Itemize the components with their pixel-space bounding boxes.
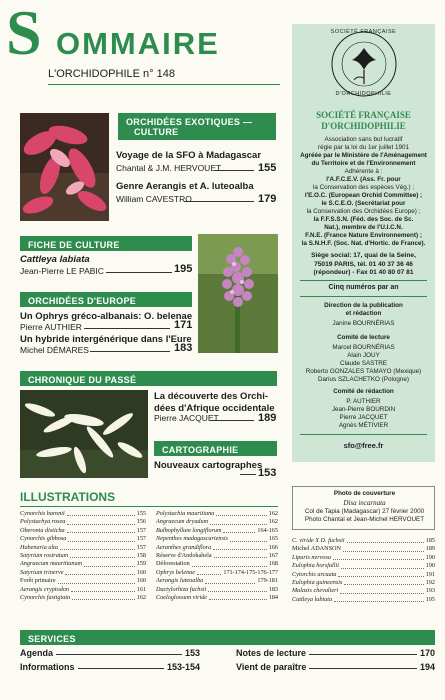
illustration-entry (156, 544, 278, 552)
article-title-line-2: dées d'Afrique occidentale (154, 403, 275, 414)
illustrations-column-1 (20, 510, 146, 602)
leader-dots (341, 562, 424, 568)
illustration-page: 165 (268, 535, 278, 543)
illustration-page: 190 (425, 562, 435, 570)
illustration-page: 195 (425, 595, 435, 603)
purple-orchid-photo (198, 234, 278, 353)
leader-dots (333, 554, 424, 560)
address-line: Siège social: 17, quai de la Seine, (311, 252, 416, 259)
leader-dots (58, 577, 135, 583)
article-title[interactable]: Genre Aerangis et A. luteoalba (116, 181, 254, 192)
leader-dots (72, 594, 135, 600)
illustration-name: Michel ADANSON (292, 545, 341, 553)
illustration-page: 157 (136, 526, 146, 534)
illustration-entry (156, 577, 278, 585)
society-panel (292, 24, 435, 462)
society-line: Adhérente à : (344, 168, 383, 175)
leader-dots (209, 594, 267, 600)
illustration-page: 157 (136, 535, 146, 543)
leader-dots (65, 569, 134, 575)
illustration-page: 168 (268, 560, 278, 568)
leader-dots (70, 552, 135, 558)
services-item[interactable]: Informations 153-154 (20, 662, 200, 672)
society-line: la F.F.S.S.N. (Féd. des Soc. de Sc. (313, 216, 414, 223)
illustration-page: 159 (136, 560, 146, 568)
committee-member: Darius SZLACHETKO (Pologne) (318, 376, 409, 383)
illustration-name: Aerangis cryptodon (20, 585, 69, 593)
orchid-seal-icon (330, 30, 398, 98)
direction-name: Janine BOURNÉRIAS (332, 320, 395, 327)
society-line: la Conservation des Orchidées Europe) ; (306, 208, 421, 215)
seal-top-text: SOCIÉTÉ FRANÇAISE (330, 29, 397, 35)
illustration-page: 171-174-175-176-177 (223, 568, 278, 576)
illustration-name: Aeranthes grandiflora (156, 543, 212, 551)
illustration-page: 155 (136, 510, 146, 517)
leader-line (106, 272, 172, 273)
leader-dots (60, 544, 135, 550)
title-initial: S (6, 0, 42, 68)
article-page: 195 (174, 263, 193, 275)
illustration-page: 162 (268, 510, 278, 517)
illustration-entry (20, 527, 146, 535)
cover-title: Photo de couverture (333, 490, 396, 497)
leader-dots (340, 587, 423, 593)
leader-dots (84, 560, 135, 566)
leader-dots (68, 535, 134, 541)
illustration-name: Oberonia disticha (20, 526, 65, 534)
society-line: l'E.O.C. (European Orchid Committee) ; (304, 192, 423, 199)
services-item[interactable]: Agenda 153 (20, 648, 200, 658)
section-carto-label: CARTOGRAPHIE (162, 445, 239, 455)
cover-species: Disa incarnata (343, 499, 386, 507)
section-exotic-label: ORCHIDÉES EXOTIQUES — (126, 117, 253, 127)
illustration-entry (156, 510, 278, 518)
illustration-page: 167 (268, 552, 278, 560)
illustration-page: 161 (136, 585, 146, 593)
illustration-name: Polystachya rosea (20, 518, 66, 526)
leader-dots (216, 510, 266, 516)
committee-member: Jean-Pierre BOURDIN (331, 406, 396, 413)
illustration-entry (292, 545, 435, 553)
illustration-page: 162 (268, 518, 278, 526)
article-title[interactable]: Un Ophrys gréco-albanais: O. belenae (20, 311, 193, 322)
society-line: Nat.), membre de l'U.I.C.N. (324, 224, 403, 231)
society-line: F.N.E. (France Nature Environnement) ; (305, 232, 422, 239)
email-link[interactable]: sfo@free.fr (343, 441, 384, 450)
illustration-entry (156, 535, 278, 543)
committee-member: P. AUTHIER (346, 398, 381, 405)
illustration-name: Liparis nervosa (292, 553, 332, 561)
illustration-page: 166 (268, 543, 278, 551)
article-page: 171 (174, 319, 193, 331)
illustration-name: Cytorchis arcuata (292, 570, 337, 578)
leader-dots (192, 560, 267, 566)
leader-line (214, 170, 254, 171)
direction-title: Direction de la publication et rédaction (324, 302, 403, 317)
lecture-title: Comité de lecture (337, 334, 390, 341)
society-line: régie par la loi du 1er juillet 1901 (317, 144, 409, 151)
illustration-entry (292, 596, 435, 604)
leader-dots (67, 527, 135, 533)
illustration-name: Malaxis chevalieri (292, 587, 339, 595)
committee-member: Claude SASTRE (340, 360, 387, 367)
illustration-name: Satyrium trinerve (20, 568, 64, 576)
illustration-page: 179-181 (257, 577, 278, 585)
section-europe-label: ORCHIDÉES D'EUROPE (28, 296, 137, 306)
article-title[interactable]: Nouveaux cartographes (154, 460, 263, 471)
article-author: William CAVESTRO (116, 194, 192, 204)
leader-dots (197, 569, 221, 575)
leader-dots (67, 510, 135, 516)
society-line: du Territoire et de l'Environnement (311, 160, 416, 167)
cover-photographers: Photo Chantal et Jean-Michel HERVOUET (304, 516, 425, 523)
leader-line (240, 474, 256, 475)
cover-credit-box (292, 486, 435, 530)
illustration-entry (20, 569, 146, 577)
article-author: Chantal & J.M. HERVOUET (116, 163, 222, 173)
illustrations-rule (20, 506, 278, 507)
article-title[interactable]: Un hybride intergénérique dans l'Eure (20, 334, 192, 345)
society-line: le S.C.E.O. (Secrétariat pour (321, 200, 406, 207)
illustration-name: Bulbophyllum longiflorum (156, 526, 222, 534)
illustration-page: 162 (136, 594, 146, 602)
leader-dots (210, 518, 267, 524)
section-europe-header (20, 292, 192, 307)
article-author: Jean-Pierre LE PABIC (20, 266, 104, 276)
section-past-label: CHRONIQUE DU PASSÉ (28, 375, 137, 385)
committee-member: Alain JOUY (347, 352, 380, 359)
subtitle-rule (48, 84, 280, 85)
illustration-entry (292, 571, 435, 579)
society-line: la Conservation des espèces Vég.) ; (312, 184, 415, 191)
illustrations-heading: ILLUSTRATIONS (20, 490, 116, 504)
illustration-name: Angraecum mauritianum (20, 560, 83, 568)
illustration-entry (20, 586, 146, 594)
illustration-page: 158 (136, 552, 146, 560)
address-line: (répondeur) - Fax 01 40 80 07 81 (313, 269, 414, 277)
illustration-name: Cynorchis fastigiata (20, 594, 71, 602)
leader-dots (214, 552, 267, 558)
article-page: 153 (258, 467, 277, 479)
illustration-name: Angraecum dryadum (156, 518, 209, 526)
illustration-name: Nepenthes madagascariensis (156, 535, 229, 543)
illustration-name: C. viride X D. fuchsii (292, 537, 345, 544)
illustration-page: 192 (425, 579, 435, 587)
illustration-page: 157 (136, 543, 146, 551)
section-services-label: SERVICES (28, 634, 76, 644)
section-exotic-header (118, 113, 276, 140)
illustration-page: 160 (136, 577, 146, 585)
society-line: la S.N.H.F. (Soc. Nat. d'Hortic. de France). (301, 240, 426, 247)
illustration-name: Déforestation (156, 560, 190, 568)
illustration-name: Coeloglossum viride (156, 594, 208, 602)
illustration-entry (20, 518, 146, 526)
leader-dots (347, 537, 424, 543)
illustration-entry (156, 586, 278, 594)
illustration-entry (156, 552, 278, 560)
article-author: Pierre AUTHIER (20, 322, 82, 332)
article-page: 183 (174, 342, 193, 354)
address-line: 75019 PARIS, tél. 01 40 37 36 46 (314, 260, 413, 268)
illustration-page: 189 (425, 545, 435, 553)
article-author: Pierre JACQUET (154, 413, 219, 423)
illustration-name: Forêt primaire (20, 577, 56, 585)
red-orchid-photo (20, 113, 109, 221)
illustration-name: Aerangis luteoalba (156, 577, 204, 585)
illustration-name: Cynorchis gibbosa (20, 535, 67, 543)
illustration-entry (292, 587, 435, 595)
services-item[interactable]: Notes de lecture 170 (236, 648, 435, 658)
illustration-page: 183 (268, 585, 278, 593)
article-title[interactable]: Voyage de la SFO à Madagascar (116, 150, 262, 161)
society-line: l'A.F.C.E.V. (Ass. Fr. pour (326, 176, 401, 183)
cover-location: Col de Tapia (Madagascar) 27 février 2000 (304, 508, 425, 515)
article-page: 189 (258, 412, 277, 424)
illustration-name: Satyrium rostratum (20, 552, 69, 560)
illustration-entry (292, 579, 435, 587)
committee-member: Roberto GONZALES TAMAYO (Mexique) (305, 368, 422, 375)
illustration-entry (292, 562, 435, 570)
article-page: 155 (258, 162, 277, 174)
committee-member: Agnès MÉTIVIER (338, 422, 389, 429)
illustration-name: Eulophia guineensis (292, 579, 343, 587)
illustrations-column-2 (156, 510, 278, 602)
illustrations-column-3 (292, 537, 435, 604)
leader-dots (230, 535, 267, 541)
illustration-entry (20, 577, 146, 585)
society-name: SOCIÉTÉ FRANÇAISE D'ORCHIDOPHILIE (316, 110, 411, 131)
article-title[interactable]: Cattleya labiata (20, 254, 90, 265)
society-description (292, 136, 435, 248)
section-services-header (20, 630, 435, 645)
illustration-page: 184 (268, 594, 278, 602)
illustration-entry (20, 510, 146, 518)
committee-member: Marcel BOURNÉRIAS (332, 344, 395, 351)
illustration-name: Eulophia horsfallii (292, 562, 339, 570)
article-page: 179 (258, 193, 277, 205)
illustration-page: 190 (425, 553, 435, 561)
illustration-page: 156 (136, 518, 146, 526)
illustration-entry (156, 560, 278, 568)
panel-divider (300, 434, 427, 435)
illustration-entry (20, 535, 146, 543)
lecture-committee (292, 344, 435, 384)
illustration-name: Polystachia mauritiana (156, 510, 215, 517)
illustration-entry (20, 594, 146, 602)
services-item[interactable]: Vient de paraître 194 (236, 662, 435, 672)
leader-dots (208, 586, 266, 592)
society-line: Association sans but lucratif (324, 136, 403, 143)
section-carto-header (154, 441, 277, 456)
committee-member: Pierre JACQUET (339, 414, 388, 421)
illustration-page: 164-165 (257, 526, 278, 534)
illustration-entry (292, 537, 435, 545)
illustration-entry (20, 552, 146, 560)
leader-dots (343, 545, 424, 551)
illustration-page: 193 (425, 587, 435, 595)
illustration-name: Cynorchis baronii (20, 510, 65, 517)
illustration-entry (156, 527, 278, 535)
panel-divider (300, 296, 427, 297)
illustration-name: Cattleya labiata (292, 595, 333, 603)
illustration-entry (292, 554, 435, 562)
illustration-page: 160 (136, 568, 146, 576)
issue-subtitle: L'ORCHIDOPHILE n° 148 (48, 68, 175, 80)
leader-dots (338, 571, 423, 577)
issues-per-year: Cinq numéros par an (328, 284, 399, 291)
illustration-entry (156, 518, 278, 526)
section-culture-header (20, 236, 192, 251)
leader-line (84, 328, 170, 329)
section-culture-label: FICHE DE CULTURE (28, 240, 120, 250)
section-exotic-label-2: CULTURE (134, 127, 179, 137)
leader-line (184, 201, 254, 202)
illustration-page: 185 (425, 537, 435, 544)
leader-dots (334, 596, 424, 602)
illustration-entry (20, 560, 146, 568)
illustration-name: Dactylorhiza fuchsii (156, 585, 207, 593)
seal-bottom-text: D'ORCHIDOPHILIE (335, 91, 392, 97)
leader-line (90, 351, 170, 352)
leader-dots (223, 527, 255, 533)
article-author: Michel DÉMARES (20, 345, 89, 355)
illustration-name: Ophrys belenae (156, 568, 196, 576)
illustration-entry (20, 544, 146, 552)
society-line: Agréée par le Ministère de l'Aménagement (300, 152, 427, 159)
leader-dots (205, 577, 255, 583)
article-title[interactable]: La découverte des Orchi- (154, 391, 269, 402)
panel-divider (300, 280, 427, 281)
illustration-entry (156, 594, 278, 602)
white-orchid-photo (20, 390, 148, 478)
redaction-committee (292, 398, 435, 430)
leader-dots (67, 518, 134, 524)
leader-dots (213, 544, 267, 550)
illustration-page: 191 (425, 570, 435, 578)
leader-dots (71, 586, 135, 592)
society-address (292, 252, 435, 278)
redaction-title: Comité de rédaction (333, 388, 394, 395)
illustration-entry (156, 569, 278, 577)
leader-line (210, 420, 254, 421)
section-past-header (20, 371, 277, 386)
leader-dots (344, 579, 423, 585)
illustration-name: Réserve d'Andohahela (156, 552, 212, 560)
illustration-name: Habenaria alta (20, 543, 58, 551)
page-title: OMMAIRE (56, 26, 220, 61)
